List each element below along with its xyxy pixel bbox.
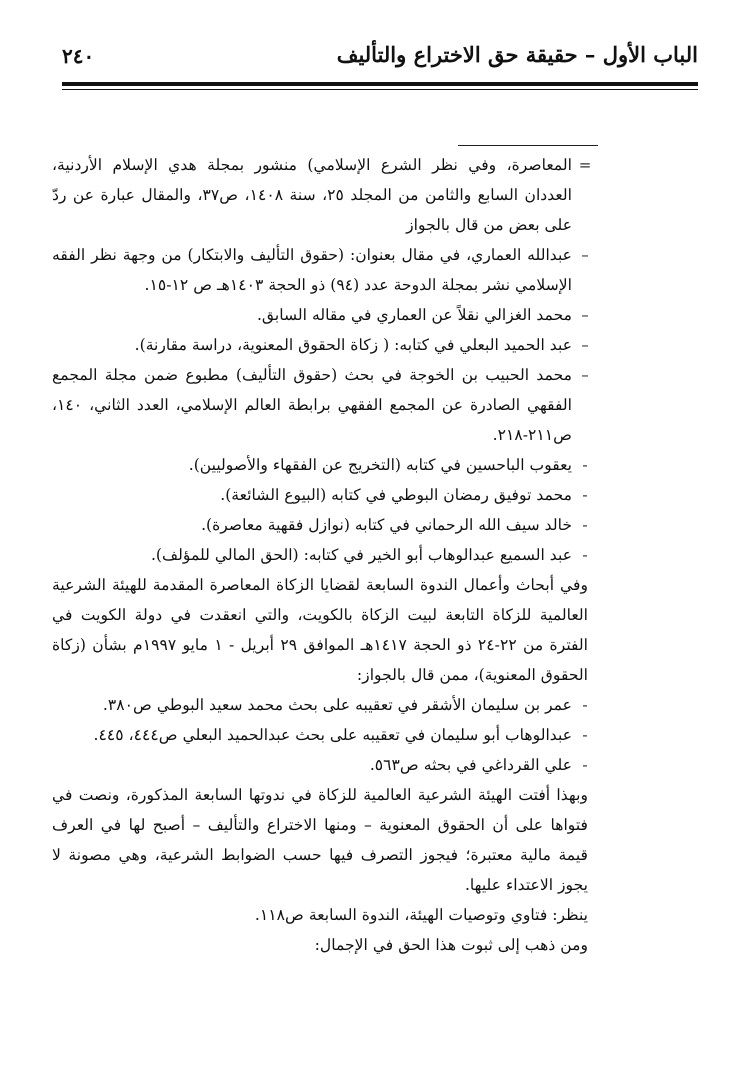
list-item: محمد الحبيب بن الخوجة في بحث (حقوق التأليف) مطبوع ضمن مجلة المجمع الفقهي الصادرة عن المجمع الفقهي برابطة العالم الإسلامي، العدد الثاني، ١٤٠، ص٢١١-٢١٨. xyxy=(52,366,572,444)
dash-marker: - xyxy=(582,756,588,774)
list-item: عبدالوهاب أبو سليمان في تعقيبه على بحث عبدالحميد البعلي ص٤٤٤، ٤٤٥. xyxy=(93,726,572,744)
running-header xyxy=(62,42,698,78)
dash-marker: – xyxy=(581,306,589,324)
footnote-paragraph: وفي أبحاث وأعمال الندوة السابعة لقضايا الزكاة المعاصرة المقدمة للهيئة الشرعية العالمية للزكاة التابعة لبيت الزكاة بالكويت، والتي انعقدت في دولة الكويت في الفترة من ٢٢-٢٤ ذو الحجة ١٤١٧هـ الموافق ٢٩ أبريل - ١ مايو ١٩٩٧م بشأن (زكاة الحقوق المعنوية)، ممن قال بالجواز: xyxy=(52,576,588,684)
list-item: محمد الغزالي نقلاً عن العماري في مقاله السابق. xyxy=(256,306,572,324)
dash-marker: – xyxy=(581,366,589,384)
footnote-paragraph: المعاصرة، وفي نظر الشرع الإسلامي) منشور بمجلة هدي الإسلام الأردنية، العددان السابع والثامن من المجلد ٢٥، سنة ١٤٠٨، ص٣٧، والمقال عبارة عن ردّ على بعض من قال بالجواز xyxy=(52,156,573,234)
dash-marker: - xyxy=(582,696,588,714)
footnote-paragraph: وبهذا أفتت الهيئة الشرعية العالمية للزكاة في ندوتها السابعة المذكورة، ونصت في فتواها على أن الحقوق المعنوية – ومنها الاختراع والتأليف – أصبح لها في العرف قيمة مالية معتبرة؛ فيجوز التصرف فيها حسب الضوابط الشرعية، وهي مصونة لا يجوز الاعتداء عليها. xyxy=(52,786,588,894)
footnote-body xyxy=(52,150,600,960)
dash-marker: – xyxy=(581,336,589,354)
footnote-paragraph: ومن ذهب إلى ثبوت هذا الحق في الإجمال: xyxy=(314,936,588,954)
reference-line: ينظر: فتاوي وتوصيات الهيئة، الندوة السابعة ص١١٨. xyxy=(254,906,588,924)
continuation-marker: = xyxy=(578,156,592,174)
header-rule-thick xyxy=(62,82,698,86)
list-item: علي القرداغي في بحثه ص٥٦٣. xyxy=(369,756,572,774)
page-number: ٢٤٠ xyxy=(62,44,95,68)
dash-marker: - xyxy=(582,546,588,564)
header-rule-thin xyxy=(62,89,698,90)
list-item: يعقوب الباحسين في كتابه (التخريج عن الفقهاء والأصوليين). xyxy=(188,456,572,474)
dash-marker: - xyxy=(582,726,588,744)
list-item: عبد السميع عبدالوهاب أبو الخير في كتابه: (الحق المالي للمؤلف). xyxy=(150,546,572,564)
footnote-separator xyxy=(458,145,598,146)
list-item: خالد سيف الله الرحماني في كتابه (نوازل فقهية معاصرة). xyxy=(201,516,572,534)
dash-marker: – xyxy=(581,246,589,264)
dash-marker: - xyxy=(582,486,588,504)
list-item: عمر بن سليمان الأشقر في تعقيبه على بحث محمد سعيد البوطي ص٣٨٠. xyxy=(102,696,572,714)
list-item: عبدالله العماري، في مقال بعنوان: (حقوق التأليف والابتكار) من وجهة نظر الفقه الإسلامي نشر بمجلة الدوحة عدد (٩٤) ذو الحجة ١٤٠٣هـ ص ١٢-١٥. xyxy=(52,246,572,294)
dash-marker: - xyxy=(582,516,588,534)
list-item: عبد الحميد البعلي في كتابه: ( زكاة الحقوق المعنوية، دراسة مقارنة). xyxy=(134,336,572,354)
dash-marker: - xyxy=(582,456,588,474)
list-item: محمد توفيق رمضان البوطي في كتابه (البيوع الشائعة). xyxy=(220,486,572,504)
chapter-title: الباب الأول – حقيقة حق الاختراع والتأليف xyxy=(336,42,698,67)
